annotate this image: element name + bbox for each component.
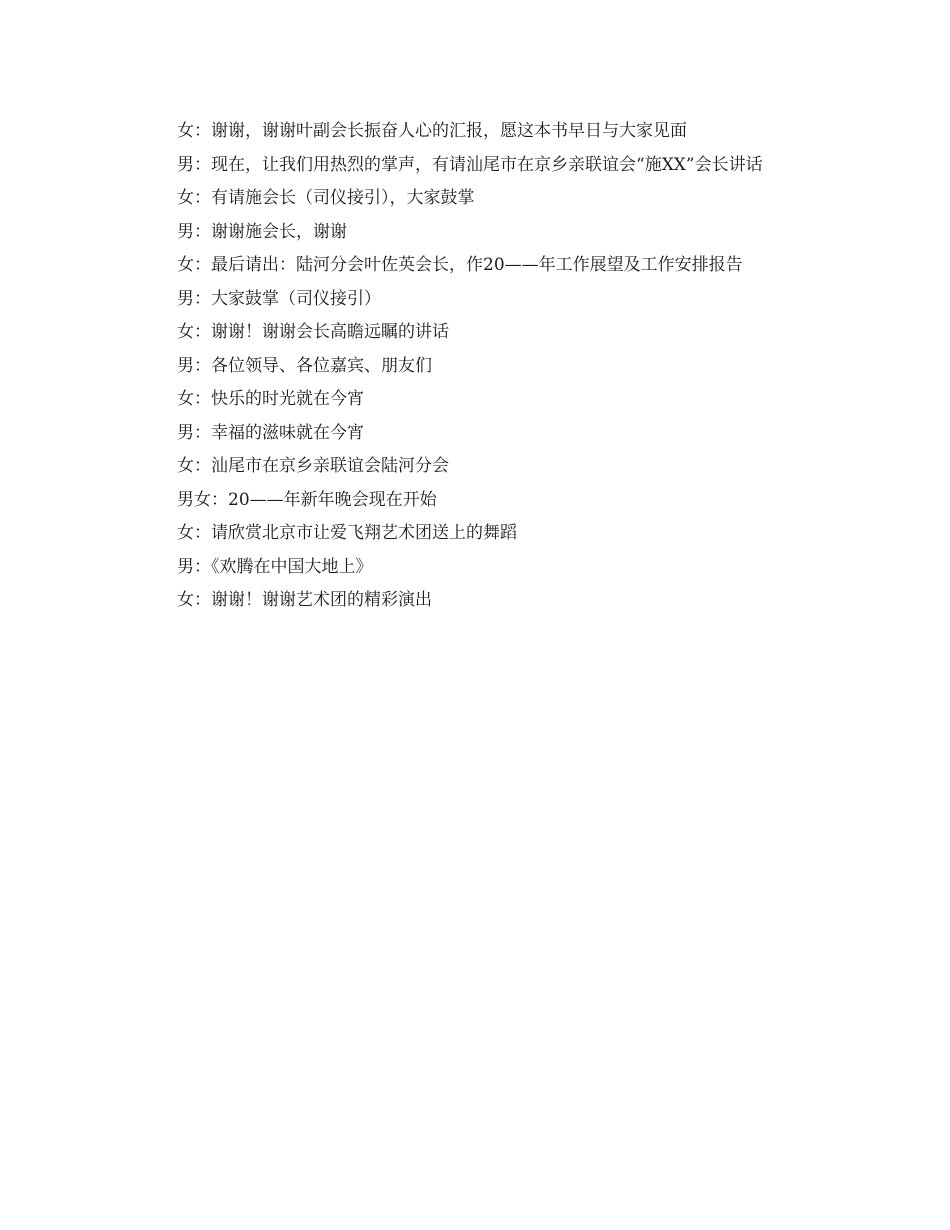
- dialogue-line-15: 女：谢谢！谢谢艺术团的精彩演出: [177, 590, 432, 610]
- dialogue-line-11: 女：汕尾市在京乡亲联谊会陆河分会: [177, 456, 449, 476]
- dialogue-line-9: 女：快乐的时光就在今宵: [177, 389, 364, 409]
- dialogue-line-7: 女：谢谢！谢谢会长高瞻远瞩的讲话: [177, 322, 449, 342]
- dialogue-line-13: 女：请欣赏北京市让爱飞翔艺术团送上的舞蹈: [177, 523, 517, 543]
- document-body: [138, 115, 818, 618]
- dialogue-line-12: 男女：20——年新年晚会现在开始: [177, 489, 437, 510]
- dialogue-line-10: 男：幸福的滋味就在今宵: [177, 422, 364, 443]
- dialogue-line-8: 男：各位领导、各位嘉宾、朋友们: [177, 355, 432, 376]
- dialogue-line-5: 女：最后请出：陆河分会叶佐英会长，作20——年工作展望及工作安排报告: [177, 255, 743, 275]
- dialogue-line-14: 男：《欢腾在中国大地上》: [177, 556, 373, 577]
- dialogue-line-1: 女：谢谢，谢谢叶副会长振奋人心的汇报，愿这本书早日与大家见面: [177, 121, 687, 141]
- dialogue-line-3: 女：有请施会长（司仪接引），大家鼓掌: [177, 188, 475, 208]
- dialogue-line-4: 男：谢谢施会长，谢谢: [177, 221, 347, 242]
- dialogue-line-2: 男：现在，让我们用热烈的掌声，有请汕尾市在京乡亲联谊会“施XX”会长讲话: [177, 154, 763, 175]
- dialogue-line-6: 男：大家鼓掌（司仪接引）: [177, 288, 381, 309]
